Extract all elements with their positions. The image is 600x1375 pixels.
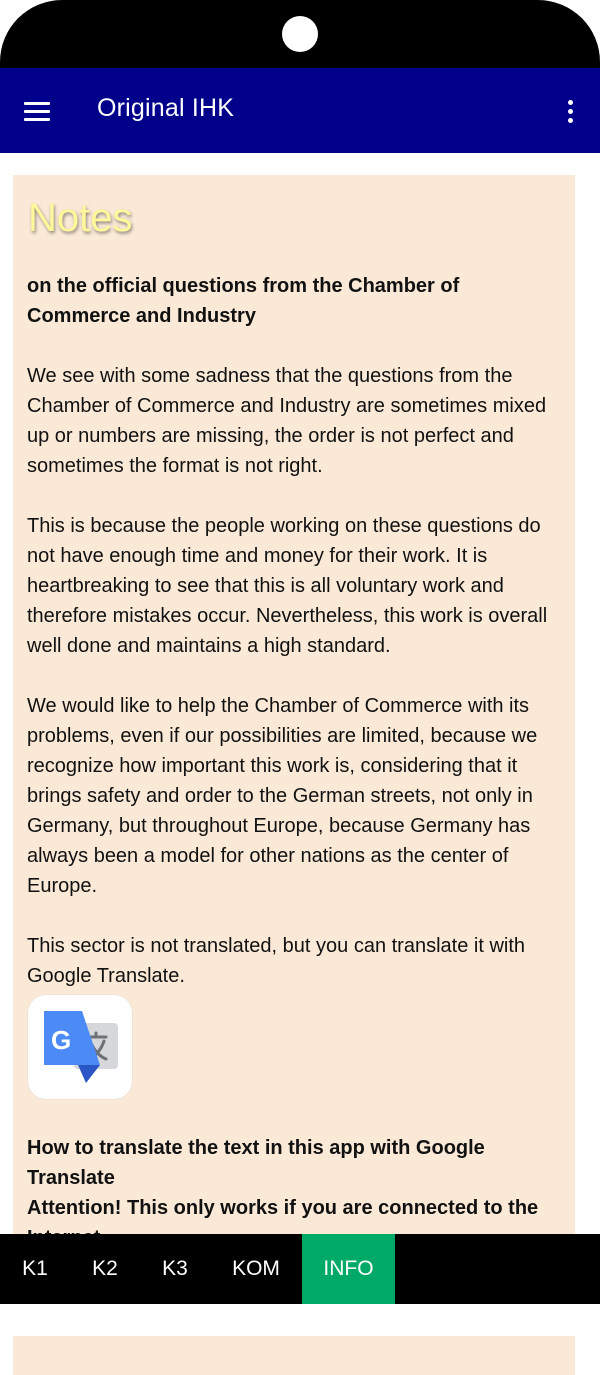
more-vertical-icon[interactable] xyxy=(552,90,588,132)
tab-k3[interactable]: K3 xyxy=(162,1257,188,1280)
paragraph-2: This is because the people working on these questions do not have enough time and money for their work. It is heartbreaking to see that this is all voluntary work and therefore mistakes occur. Nevertheless, this work is overall well done and maintains a high standard. xyxy=(27,515,548,657)
notes-heading: Notes xyxy=(28,196,133,240)
notes-subtitle: on the official questions from the Chamber of Commerce and Industry xyxy=(27,275,460,327)
notes-card xyxy=(13,175,575,1375)
svg-text:G: G xyxy=(51,1025,72,1055)
content-scroll-area[interactable] xyxy=(0,153,600,1234)
google-translate-icon[interactable] xyxy=(28,995,132,1099)
bottom-bezel xyxy=(0,1304,600,1336)
hamburger-menu-icon[interactable] xyxy=(14,88,60,134)
app-title: Original IHK xyxy=(97,94,235,122)
attention-text: Attention! This only works if you are connected to the xyxy=(27,1197,539,1219)
tab-kom[interactable]: KOM xyxy=(232,1257,280,1280)
tab-k2[interactable]: K2 xyxy=(92,1257,118,1280)
app-bar xyxy=(0,68,600,153)
bottom-nav xyxy=(0,1234,600,1304)
front-camera xyxy=(282,16,318,52)
status-bar xyxy=(0,0,600,68)
paragraph-1: We see with some sadness that the questions from the Chamber of Commerce and Industry are sometimes mixed up or numbers are missing, the order is not perfect and sometimes the format is not right. xyxy=(27,365,547,477)
paragraph-3: We would like to help the Chamber of Commerce with its problems, even if our possibilities are limited, because we recognize how important this work is, considering that it brings safety and order to the German streets, not only in Germany, but throughout Europe, because Germany has always been a model for other nations as the center of Europe. xyxy=(27,695,538,897)
paragraph-4: This sector is not translated, but you can translate it with Google Translate. xyxy=(27,935,526,987)
tab-info[interactable]: INFO xyxy=(302,1234,395,1304)
how-to-title: How to translate the text in this app with Google Translate xyxy=(27,1137,485,1189)
tab-k1[interactable]: K1 xyxy=(22,1257,48,1280)
